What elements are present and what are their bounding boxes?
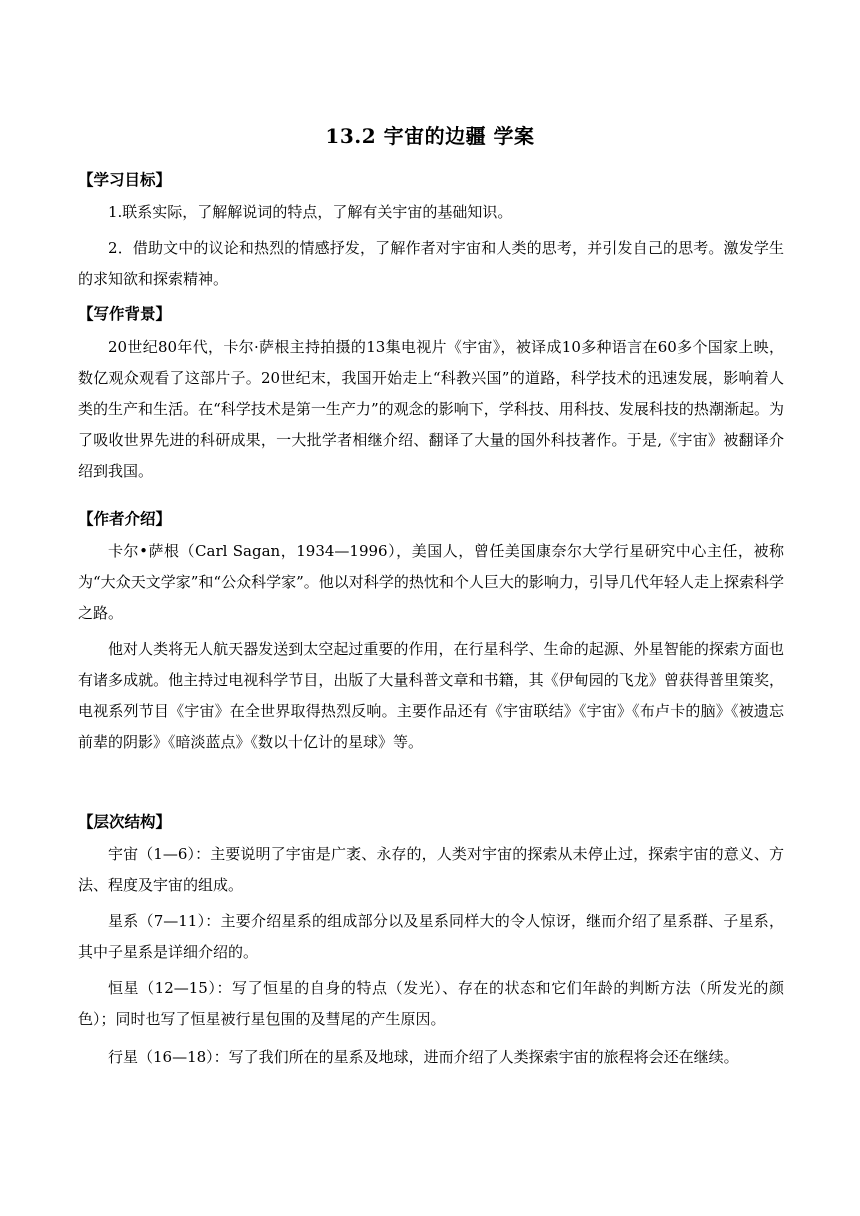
background-paragraph: 20世纪80年代，卡尔·萨根主持拍摄的13集电视片《宇宙》，被译成10多种语言在60多个国家上映，数亿观众观看了这部片子。20世纪末，我国开始走上“科教兴国”的道路，科学技术的迅速发展，影响着人类的生产和生活。在“科学技术是第一生产力”的观念的影响下，学科技、用科技、发展科技的热潮渐起。为了吸收世界先进的科研成果，一大批学者相继介绍、翻译了大量的国外科技著作。于是,《宇宙》被翻译介绍到我国。 [78, 338, 784, 480]
structure-paragraph-3: 恒星（12—15）：写了恒星的自身的特点（发光）、存在的状态和它们年龄的判断方法（所发光的颜色）；同时也写了恒星被行星包围的及彗尾的产生原因。 [78, 979, 784, 1028]
author-paragraph-1: 卡尔•萨根（Carl Sagan，1934—1996），美国人，曾任美国康奈尔大学行星研究中心主任，被称为“大众天文学家”和“公众科学家”。他以对科学的热忱和个人巨大的影响力，引导几代年轻人走上探索科学之路。 [78, 542, 784, 622]
section-heading-author: 【作者介绍】 [78, 509, 172, 528]
section-heading-structure: 【层次结构】 [78, 812, 172, 831]
structure-paragraph-1: 宇宙（1—6）：主要说明了宇宙是广袤、永存的，人类对宇宙的探索从未停止过，探索宇宙的意义、方法、程度及宇宙的组成。 [78, 845, 784, 894]
goals-paragraph-2: 2．借助文中的议论和热烈的情感抒发，了解作者对宇宙和人类的思考，并引发自己的思考。激发学生的求知欲和探索精神。 [78, 239, 784, 288]
structure-paragraph-4: 行星（16—18）：写了我们所在的星系及地球，进而介绍了人类探索宇宙的旅程将会还在继续。 [108, 1048, 739, 1066]
author-paragraph-2: 他对人类将无人航天器发送到太空起过重要的作用，在行星科学、生命的起源、外星智能的探索方面也有诸多成就。他主持过电视科学节目，出版了大量科普文章和书籍，其《伊甸园的飞龙》曾获得普里策奖，电视系列节目《宇宙》在全世界取得热烈反响。主要作品还有《宇宙联结》《宇宙》《布卢卡的脑》《被遗忘前辈的阴影》《暗淡蓝点》《数以十亿计的星球》等。 [78, 640, 784, 751]
section-heading-background: 【写作背景】 [78, 304, 172, 323]
page-title: 13.2 宇宙的边疆 学案 [325, 124, 535, 148]
structure-paragraph-2: 星系（7—11）：主要介绍星系的组成部分以及星系同样大的令人惊讶，继而介绍了星系群、子星系，其中子星系是详细介绍的。 [78, 912, 784, 961]
section-heading-goals: 【学习目标】 [78, 170, 172, 189]
goals-paragraph-1: 1.联系实际，了解解说词的特点，了解有关宇宙的基础知识。 [108, 203, 513, 221]
